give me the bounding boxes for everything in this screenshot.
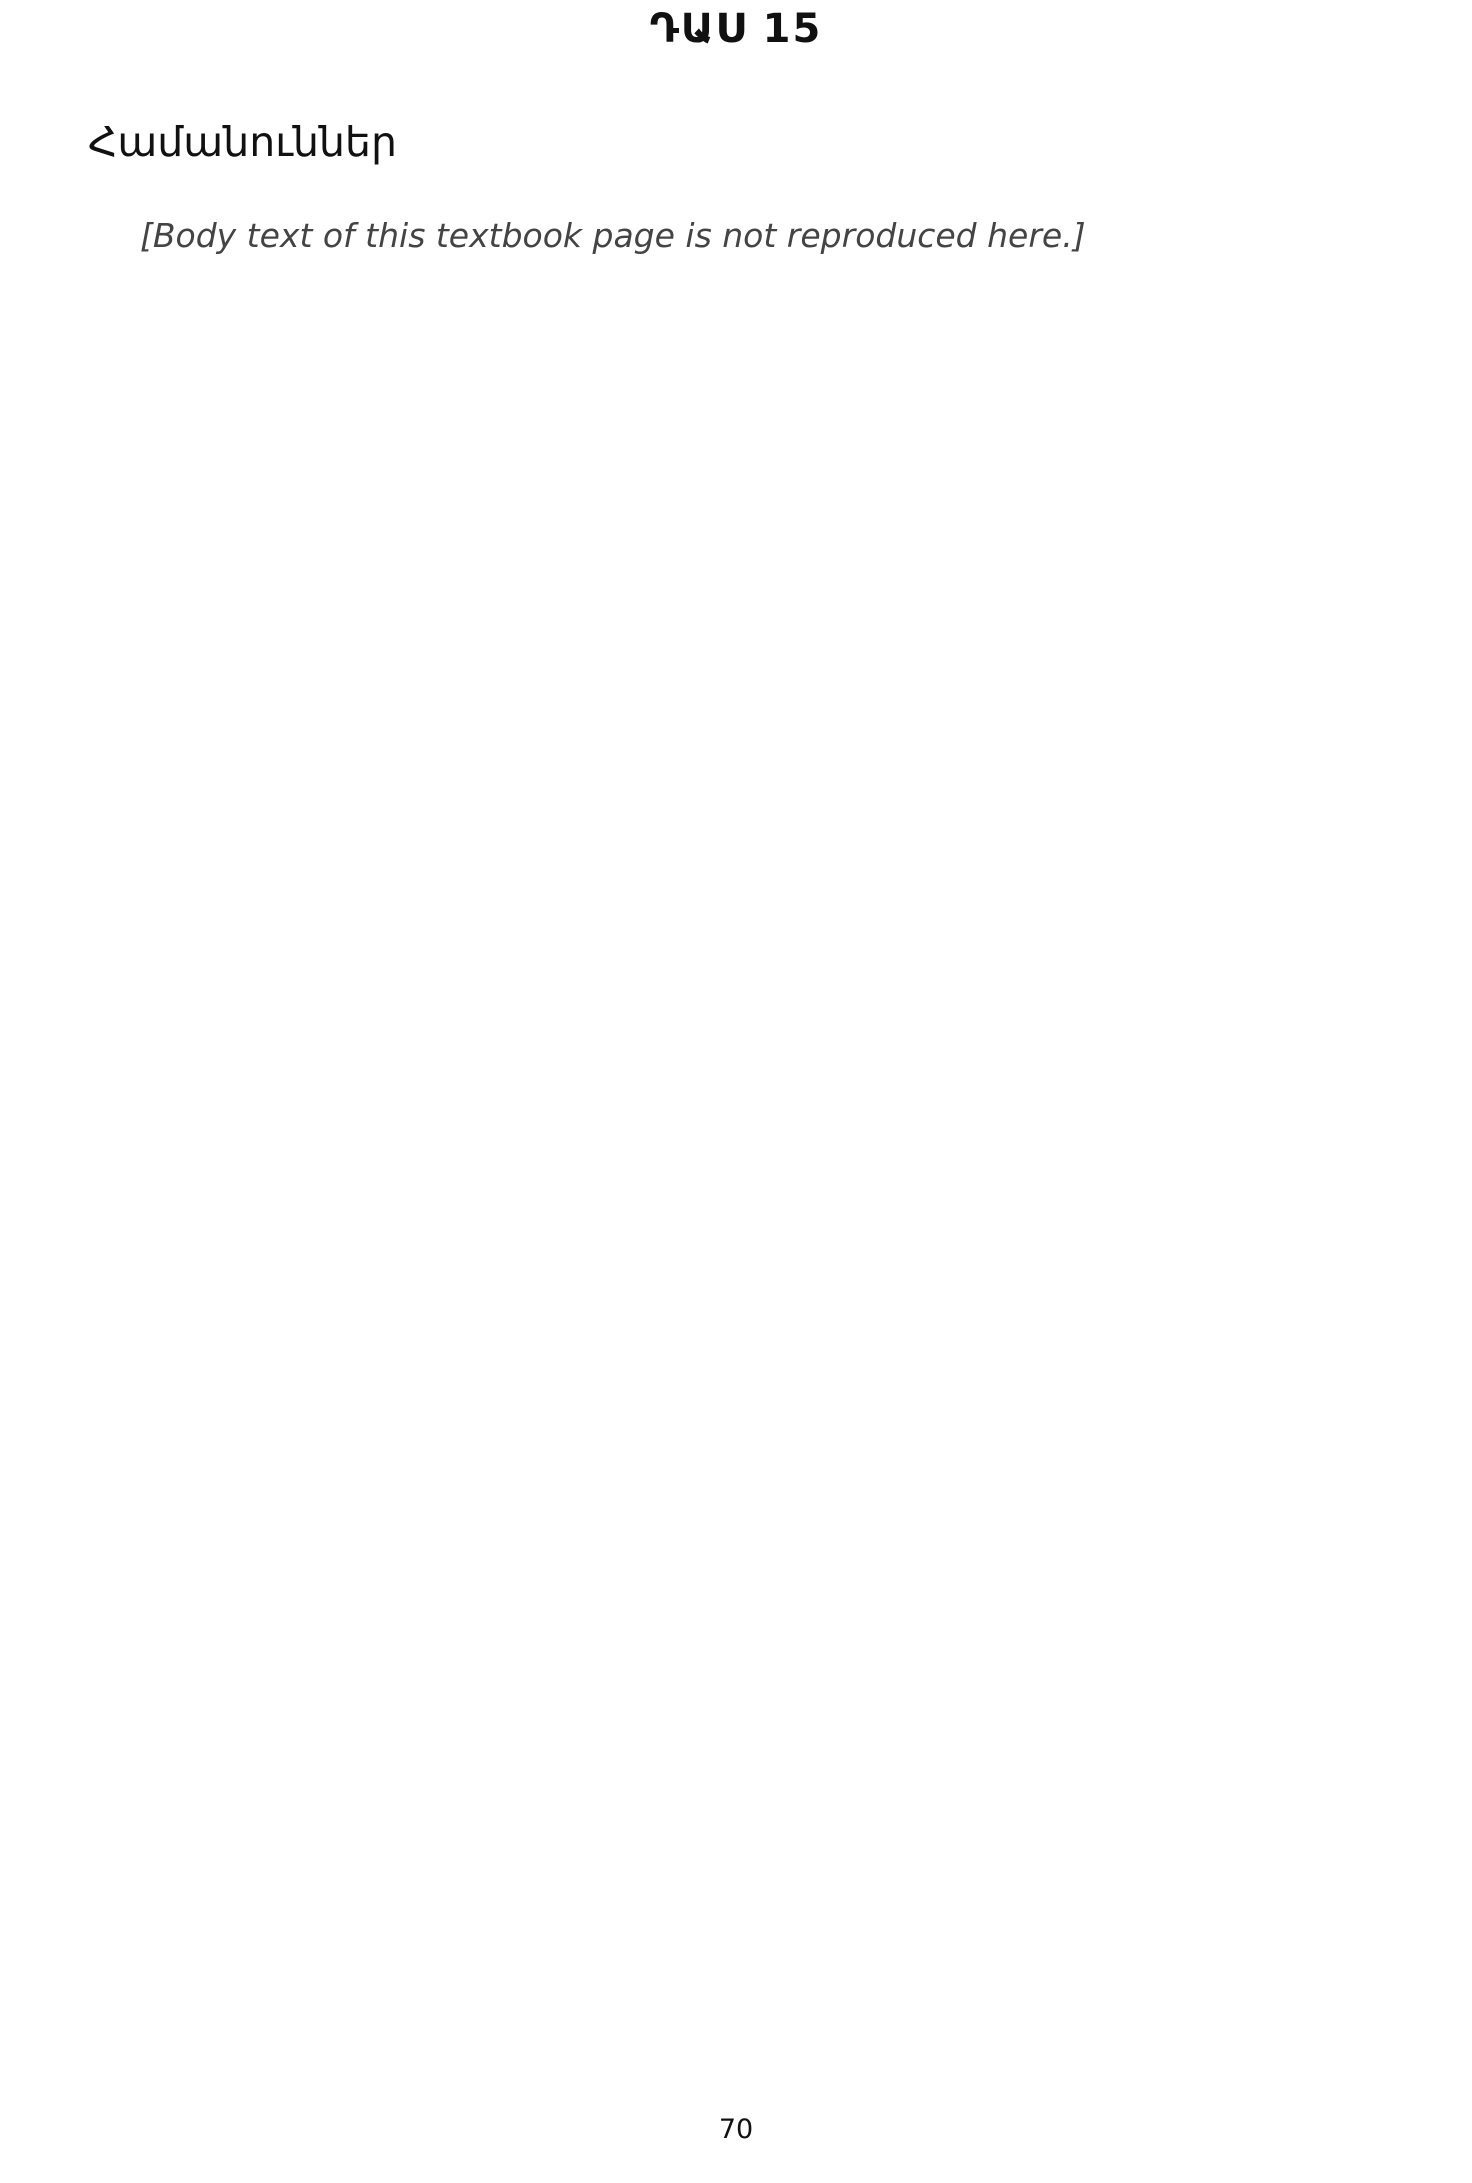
section-title: Համանուններ [88, 118, 397, 166]
body-notice: [Body text of this textbook page is not reproduced here.] [140, 216, 1086, 255]
chapter-heading: ԴԱՍ 15 [649, 6, 823, 52]
page-number: 70 [718, 2114, 754, 2145]
body-text [36, 208, 1436, 263]
